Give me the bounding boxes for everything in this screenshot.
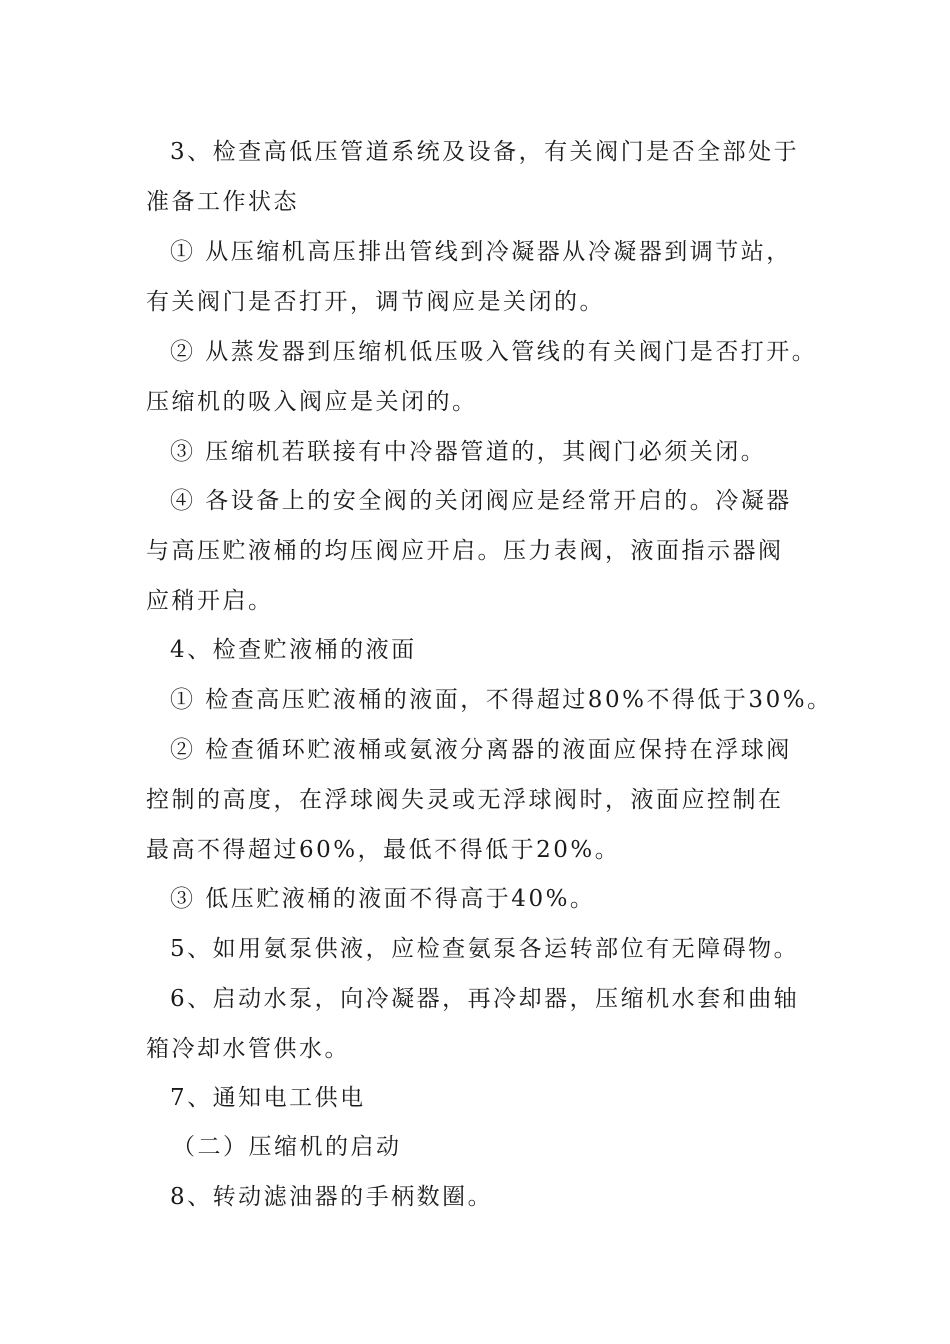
paragraph-line: ① 检查高压贮液桶的液面，不得超过80%不得低于30%。	[170, 687, 833, 713]
paragraph-line: 最高不得超过60%，最低不得低于20%。	[146, 837, 621, 863]
paragraph-line: 有关阀门是否打开，调节阀应是关闭的。	[146, 289, 605, 315]
paragraph-line: 3、检查高低压管道系统及设备，有关阀门是否全部处于	[170, 139, 800, 165]
paragraph-line: 应稍开启。	[146, 588, 274, 614]
paragraph-line: 与高压贮液桶的均压阀应开启。压力表阀，液面指示器阀	[146, 538, 784, 564]
section-heading: 4、检查贮液桶的液面	[170, 637, 417, 663]
paragraph-line: 6、启动水泵，向冷凝器，再冷却器，压缩机水套和曲轴	[170, 986, 800, 1012]
paragraph-line: 准备工作状态	[146, 189, 299, 215]
paragraph-line: ① 从压缩机高压排出管线到冷凝器从冷凝器到调节站，	[170, 239, 792, 265]
paragraph-line: ② 检查循环贮液桶或氨液分离器的液面应保持在浮球阀	[170, 737, 792, 763]
section-heading: （二）压缩机的启动	[172, 1134, 402, 1160]
section-heading: 7、通知电工供电	[170, 1085, 366, 1111]
paragraph-line: 8、转动滤油器的手柄数圈。	[170, 1184, 494, 1210]
paragraph-line: 5、如用氨泵供液，应检查氨泵各运转部位有无障碍物。	[170, 936, 800, 962]
paragraph-line: ③ 压缩机若联接有中冷器管道的，其阀门必须关闭。	[170, 439, 767, 465]
paragraph-line: 压缩机的吸入阀应是关闭的。	[146, 389, 478, 415]
paragraph-line: 箱冷却水管供水。	[146, 1036, 350, 1062]
paragraph-line: ④ 各设备上的安全阀的关闭阀应是经常开启的。冷凝器	[170, 488, 792, 514]
paragraph-line: ③ 低压贮液桶的液面不得高于40%。	[170, 886, 596, 912]
paragraph-line: 控制的高度，在浮球阀失灵或无浮球阀时，液面应控制在	[146, 787, 784, 813]
paragraph-line: ② 从蒸发器到压缩机低压吸入管线的有关阀门是否打开。	[170, 339, 818, 365]
